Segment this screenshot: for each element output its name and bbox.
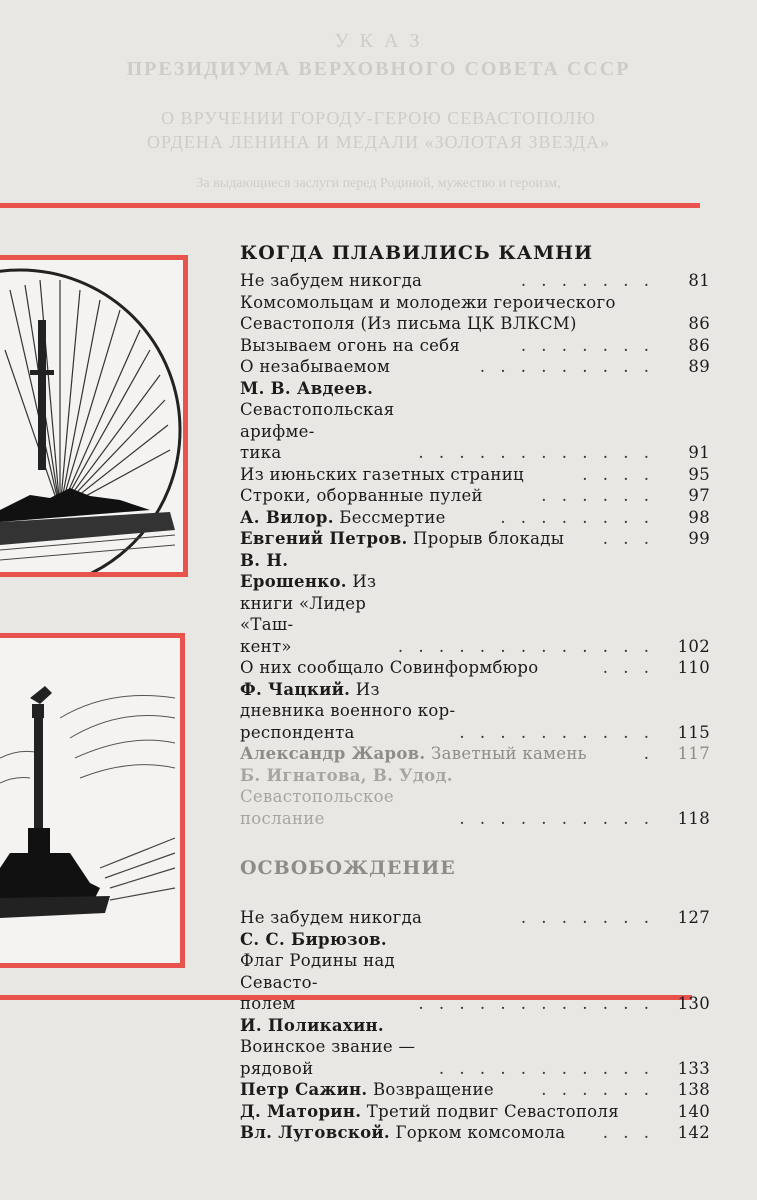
monument-drawing	[0, 638, 180, 963]
toc-entry: О незабываемом . . . . . . . . . 89	[240, 357, 710, 376]
page-number: 95	[688, 464, 710, 484]
toc-entry: А. Вилор. Бессмертие . . . . . . . . 98	[240, 507, 710, 527]
page-number: 89	[688, 357, 710, 376]
ship-explosion-drawing	[0, 260, 183, 572]
page-number: 86	[688, 314, 710, 333]
table-of-contents	[240, 236, 710, 1144]
toc-entry: Ф. Чацкий. Из дневника военного кор- респондента . . . . . . . . . . 115	[240, 679, 710, 742]
toc-entry: Петр Сажин. Возвращение . . . . . . 138	[240, 1080, 710, 1099]
page-number: 138	[677, 1080, 710, 1099]
toc-entry: И. Поликахин. Воинское звание — рядовой . . . . . . . . . . . 133	[240, 1015, 710, 1078]
page-number: 133	[677, 1058, 710, 1078]
toc-entry: Не забудем никогда . . . . . . . 81	[240, 271, 710, 290]
toc-entry: Вл. Луговской. Горком комсомола . . . 142	[240, 1123, 710, 1142]
page-number: 97	[688, 486, 710, 505]
toc-entry: Строки, оборванные пулей . . . . . . 97	[240, 486, 710, 505]
page-number: 140	[677, 1101, 710, 1121]
toc-entry: Комсомольцам и молодежи героического Севастополя (Из письма ЦК ВЛКСМ) 86	[240, 292, 710, 333]
page-number: 91	[688, 443, 710, 462]
toc-entry: Не забудем никогда . . . . . . . 127	[240, 908, 710, 927]
page-number: 86	[688, 335, 710, 355]
page-number: 81	[688, 271, 710, 290]
toc-entry: Вызываем огонь на себя . . . . . . . 86	[240, 335, 710, 355]
toc-entry: Евгений Петров. Прорыв блокады . . . 99	[240, 529, 710, 548]
toc-entry: С. С. Бирюзов. Флаг Родины над Севасто- полем . . . . . . . . . . . . 130	[240, 929, 710, 1013]
red-rule-top	[0, 203, 700, 208]
page-number: 98	[688, 507, 710, 527]
illustration-ship-explosion	[0, 255, 188, 577]
bleed-heading-2: ПРЕЗИДИУМА ВЕРХОВНОГО СОВЕТА СССР	[126, 58, 631, 80]
page-number: 99	[688, 529, 710, 548]
toc-entry: Александр Жаров. Заветный камень . 117	[240, 744, 710, 763]
toc-entry: В. Н. Ерошенко. Из книги «Лидер «Таш- кент» . . . . . . . . . . . . . 102	[240, 550, 710, 656]
page-number: 117	[677, 744, 710, 763]
bleed-heading-3: О ВРУЧЕНИИ ГОРОДУ-ГЕРОЮ СЕВАСТОПОЛЮ	[161, 108, 596, 128]
page-number: 130	[677, 994, 710, 1013]
illustration-monument	[0, 633, 185, 968]
toc-entry: Б. Игнатова, В. Удод. Севастопольское послание . . . . . . . . . . 118	[240, 765, 710, 828]
toc-entry: Д. Маторин. Третий подвиг Севастополя 140	[240, 1101, 710, 1121]
page-number: 115	[677, 722, 710, 742]
toc-entry: О них сообщало Совинформбюро . . . 110	[240, 658, 710, 677]
page-number: 127	[677, 908, 710, 927]
section-title: КОГДА ПЛАВИЛИСЬ КАМНИ	[240, 242, 594, 264]
page-number: 102	[677, 636, 710, 656]
section-title: ОСВОБОЖДЕНИЕ	[240, 857, 456, 879]
page-number: 118	[677, 808, 710, 828]
bleed-heading-1: У К А З	[334, 30, 423, 52]
bleed-heading-4: ОРДЕНА ЛЕНИНА И МЕДАЛИ «ЗОЛОТАЯ ЗВЕЗДА»	[147, 132, 610, 152]
page-number: 110	[677, 658, 710, 677]
toc-entry: М. В. Авдеев. Севастопольская арифме- тика . . . . . . . . . . . . 91	[240, 378, 710, 462]
bleed-body-line: За выдающиеся заслуги перед Родиной, мужество и героизм,	[196, 176, 561, 191]
toc-entry: Из июньских газетных страниц . . . . 95	[240, 464, 710, 484]
page-number: 142	[677, 1123, 710, 1142]
